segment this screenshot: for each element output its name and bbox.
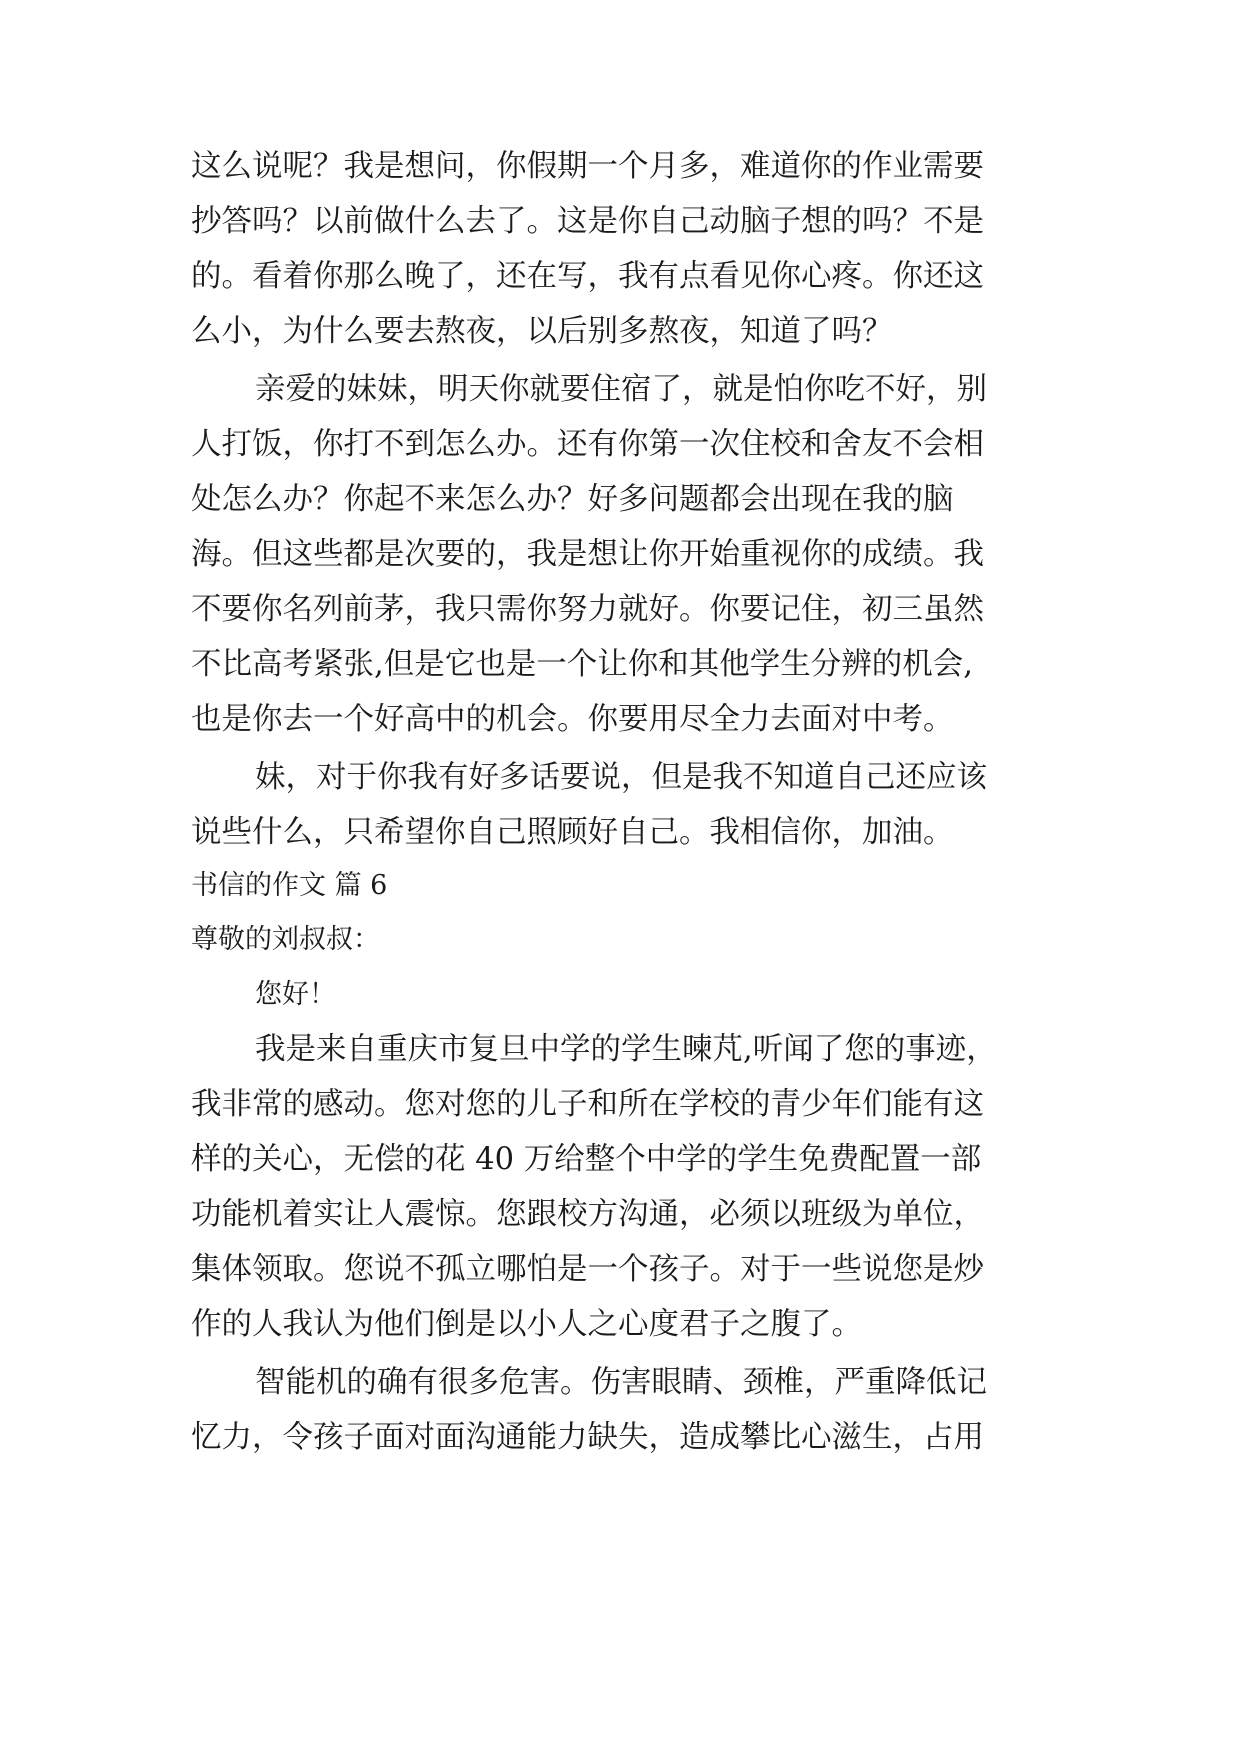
text-line: 智能机的确有很多危害。伤害眼睛、颈椎，严重降低记 bbox=[255, 1365, 987, 1400]
salutation: 尊敬的刘叔叔： bbox=[191, 924, 380, 955]
text-line: 人打饭，你打不到怎么办。还有你第一次住校和舍友不会相 bbox=[191, 427, 984, 462]
text-line: 抄答吗？以前做什么去了。这是你自己动脑子想的吗？不是 bbox=[191, 204, 984, 239]
text-line: 我是来自重庆市复旦中学的学生暕芃,听闻了您的事迹， bbox=[255, 1032, 997, 1067]
text-line: 处怎么办？你起不来怎么办？好多问题都会出现在我的脑 bbox=[191, 482, 954, 517]
text-line: 忆力，令孩子面对面沟通能力缺失，造成攀比心滋生，占用 bbox=[191, 1420, 984, 1455]
greeting: 您好！ bbox=[255, 979, 336, 1010]
section-heading: 书信的作文 篇 6 bbox=[191, 870, 388, 901]
text-line: 集体领取。您说不孤立哪怕是一个孩子。对于一些说您是炒 bbox=[191, 1252, 984, 1287]
text-line: 妹，对于你我有好多话要说，但是我不知道自己还应该 bbox=[255, 760, 987, 795]
text-line: 我非常的感动。您对您的儿子和所在学校的青少年们能有这 bbox=[191, 1087, 984, 1122]
text-line: 作的人我认为他们倒是以小人之心度君子之腹了。 bbox=[191, 1307, 862, 1342]
text-line: 这么说呢？我是想问，你假期一个月多，难道你的作业需要 bbox=[191, 149, 984, 184]
text-line: 说些什么，只希望你自己照顾好自己。我相信你，加油。 bbox=[191, 815, 954, 850]
text-line: 功能机着实让人震惊。您跟校方沟通，必须以班级为单位， bbox=[191, 1197, 984, 1232]
text-line: 也是你去一个好高中的机会。你要用尽全力去面对中考。 bbox=[191, 702, 954, 737]
text-line: 不比高考紧张,但是它也是一个让你和其他学生分辨的机会, bbox=[191, 647, 973, 682]
text-line: 亲爱的妹妹，明天你就要住宿了，就是怕你吃不好，别 bbox=[255, 372, 987, 407]
text-line: 不要你名列前茅，我只需你努力就好。你要记住，初三虽然 bbox=[191, 592, 984, 627]
text-line: 样的关心，无偿的花 40 万给整个中学的学生免费配置一部 bbox=[191, 1142, 982, 1177]
text-line: 么小，为什么要去熬夜，以后别多熬夜，知道了吗？ bbox=[191, 314, 893, 349]
text-line: 的。看着你那么晚了，还在写，我有点看见你心疼。你还这 bbox=[191, 259, 984, 294]
text-line: 海。但这些都是次要的，我是想让你开始重视你的成绩。我 bbox=[191, 537, 984, 572]
